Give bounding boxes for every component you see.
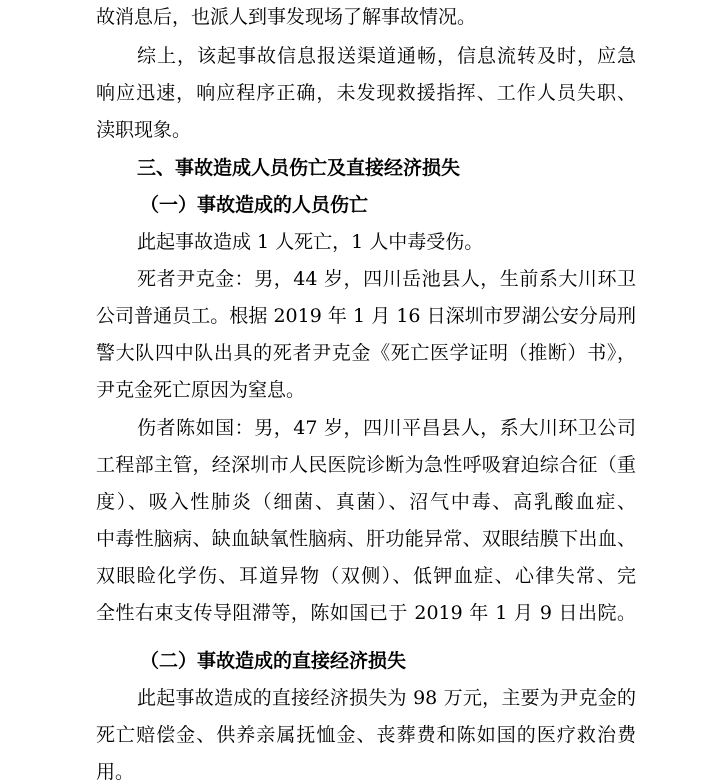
paragraph-line-casualties: 此起事故造成 1 人死亡，1 人中毒受伤。	[137, 231, 484, 253]
paragraph-line-loss-3: 用。	[96, 761, 135, 783]
subsection-heading-2: （二）事故造成的直接经济损失	[140, 650, 407, 672]
paragraph-line-1: 故消息后，也派人到事发现场了解事故情况。	[96, 6, 477, 28]
paragraph-line-deceased-1: 死者尹克金：男，44 岁，四川岳池县人，生前系大川环卫	[137, 268, 636, 290]
paragraph-line-injured-1: 伤者陈如国：男，47 岁，四川平昌县人，系大川环卫公司	[137, 417, 636, 439]
paragraph-line-injured-5: 双眼睑化学伤、耳道异物（双侧）、低钾血症、心律失常、完	[96, 565, 636, 587]
paragraph-line-injured-4: 中毒性脑病、缺血缺氧性脑病、肝功能异常、双眼结膜下出血、	[96, 528, 636, 550]
paragraph-line-injured-6: 全性右束支传导阻滞等，陈如国已于 2019 年 1 月 9 日出院。	[96, 602, 636, 624]
paragraph-line-deceased-2: 公司普通员工。根据 2019 年 1 月 16 日深圳市罗湖公安分局刑	[96, 305, 636, 327]
paragraph-line-deceased-4: 尹克金死亡原因为窒息。	[96, 379, 306, 401]
paragraph-line-injured-3: 度）、吸入性肺炎（细菌、真菌）、沼气中毒、高乳酸血症、	[96, 491, 636, 513]
paragraph-line-loss-2: 死亡赔偿金、供养亲属抚恤金、丧葬费和陈如国的医疗救治费	[96, 724, 636, 746]
subsection-heading-1: （一）事故造成的人员伤亡	[140, 194, 369, 216]
paragraph-line-3: 响应迅速，响应程序正确，未发现救援指挥、工作人员失职、	[96, 82, 636, 104]
paragraph-line-4: 渎职现象。	[96, 119, 192, 141]
section-heading-3: 三、事故造成人员伤亡及直接经济损失	[137, 157, 461, 179]
paragraph-line-deceased-3: 警大队四中队出具的死者尹克金《死亡医学证明（推断）书》，	[96, 342, 636, 364]
paragraph-line-2: 综上，该起事故信息报送渠道通畅，信息流转及时，应急	[137, 45, 636, 67]
paragraph-line-injured-2: 工程部主管，经深圳市人民医院诊断为急性呼吸窘迫综合征（重	[96, 454, 636, 476]
paragraph-line-loss-1: 此起事故造成的直接经济损失为 98 万元，主要为尹克金的	[137, 687, 636, 709]
